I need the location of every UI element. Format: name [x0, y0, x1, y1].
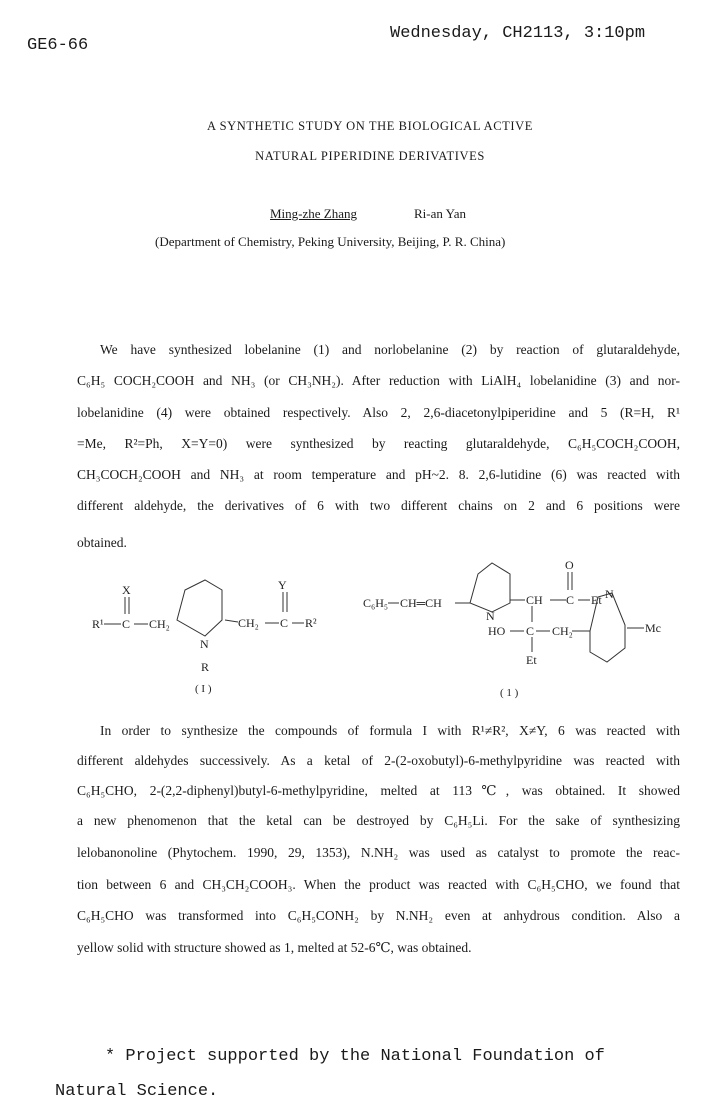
text-line: C₆H₅CHO was transformed into C₆H₅CONH₂ by N.NH₂ even at anhydrous condition. Also a [77, 908, 680, 923]
label-ch2: CH₂ [238, 616, 259, 630]
label-y: Y [278, 578, 287, 592]
label-et: Et [591, 593, 602, 607]
text-line: different aldehydes successively. As a ketal of 2-(2-oxobutyl)-6-methylpyridine was reacted with [77, 753, 680, 768]
text-line: =Me, R²=Ph, X=Y=0) were synthesized by reacting glutaraldehyde, C₆H₅COCH₂COOH, [77, 436, 680, 451]
footnote-line-1: * Project supported by the National Foundation of [105, 1047, 605, 1066]
text-line: C₆H₅CHO, 2-(2,2-diphenyl)butyl-6-methylpyridine, melted at 113℃, was obtained. It showed [77, 783, 680, 798]
label-n: N [605, 587, 614, 601]
structure-formula-1 [388, 563, 644, 662]
text-line: different aldehyde, the derivatives of 6 with two different chains on 2 and 6 positions were [77, 498, 680, 513]
label-c: C [122, 617, 131, 631]
author-1: Ming-zhe Zhang [270, 206, 358, 221]
text-line: yellow solid with structure showed as 1, melted at 52-6℃, was obtained. [77, 940, 472, 955]
label-et: Et [526, 653, 537, 667]
text-line: lobelanidine (4) were obtained respectively. Also 2, 2,6-diacetonylpiperidine and 5 (R=H, R¹ [77, 405, 680, 420]
label-x: X [122, 583, 131, 597]
footnote-line-2: Natural Science. [55, 1082, 219, 1101]
label-n: N [486, 609, 495, 623]
label-r: R [201, 660, 210, 674]
chemical-structures [0, 555, 704, 715]
label-me: Mc [645, 621, 661, 635]
affiliation: (Department of Chemistry, Peking University, Beijing, P. R. China) [155, 234, 506, 249]
formula-label: ( 1 ) [500, 687, 519, 699]
text-line: In order to synthesize the compounds of formula I with R¹≠R², X≠Y, 6 was reacted with [100, 723, 680, 738]
title-line-2: NATURAL PIPERIDINE DERIVATIVES [255, 149, 485, 163]
text-line: lelobanonoline (Phytochem. 1990, 29, 1353), N.NH₂ was used as catalyst to promote the reac- [77, 845, 680, 860]
abstract-code: GE6-66 [27, 36, 89, 55]
title-line-1: A SYNTHETIC STUDY ON THE BIOLOGICAL ACTIVE [206, 119, 534, 133]
label-r2: R² [305, 616, 317, 630]
author-2: Ri-an Yan [414, 206, 467, 221]
label-c: C [280, 616, 289, 630]
text-line: CH₃COCH₂COOH and NH₃ at room temperature and pH~2. 8. 2,6-lutidine (6) was reacted with [77, 467, 680, 482]
text-line: a new phenomenon that the ketal can be destroyed by C₆H₅Li. For the sake of synthesizing [77, 813, 680, 828]
text-line: C₆H₅ COCH₂COOH and NH₃ (or CH₃NH₂). After reduction with LiAlH₄ lobelanidine (3) and nor- [77, 373, 680, 388]
label-c6h5: C₆H₅ [363, 596, 389, 610]
session-info: Wednesday, CH2113, 3:10pm [390, 24, 646, 43]
label-c: C [526, 624, 535, 638]
label-ho: HO [488, 624, 506, 638]
structure-formula-I [104, 580, 304, 636]
label-ch-ch: CH═CH [400, 596, 442, 610]
text-line: tion between 6 and CH₃CH₂COOH₃. When the product was reacted with C₆H₅CHO, we found that [77, 877, 680, 892]
label-o: O [565, 558, 574, 572]
label-ch2: CH₂ [149, 617, 170, 631]
label-c: C [566, 593, 575, 607]
text-line: obtained. [77, 535, 127, 550]
text-line: We have synthesized lobelanine (1) and norlobelanine (2) by reaction of glutaraldehyde, [100, 342, 680, 357]
label-r1: R¹ [92, 617, 104, 631]
formula-label: ( I ) [195, 683, 212, 695]
label-ch: CH [526, 593, 543, 607]
label-ch2: CH₂ [552, 624, 573, 638]
label-n: N [200, 637, 209, 651]
